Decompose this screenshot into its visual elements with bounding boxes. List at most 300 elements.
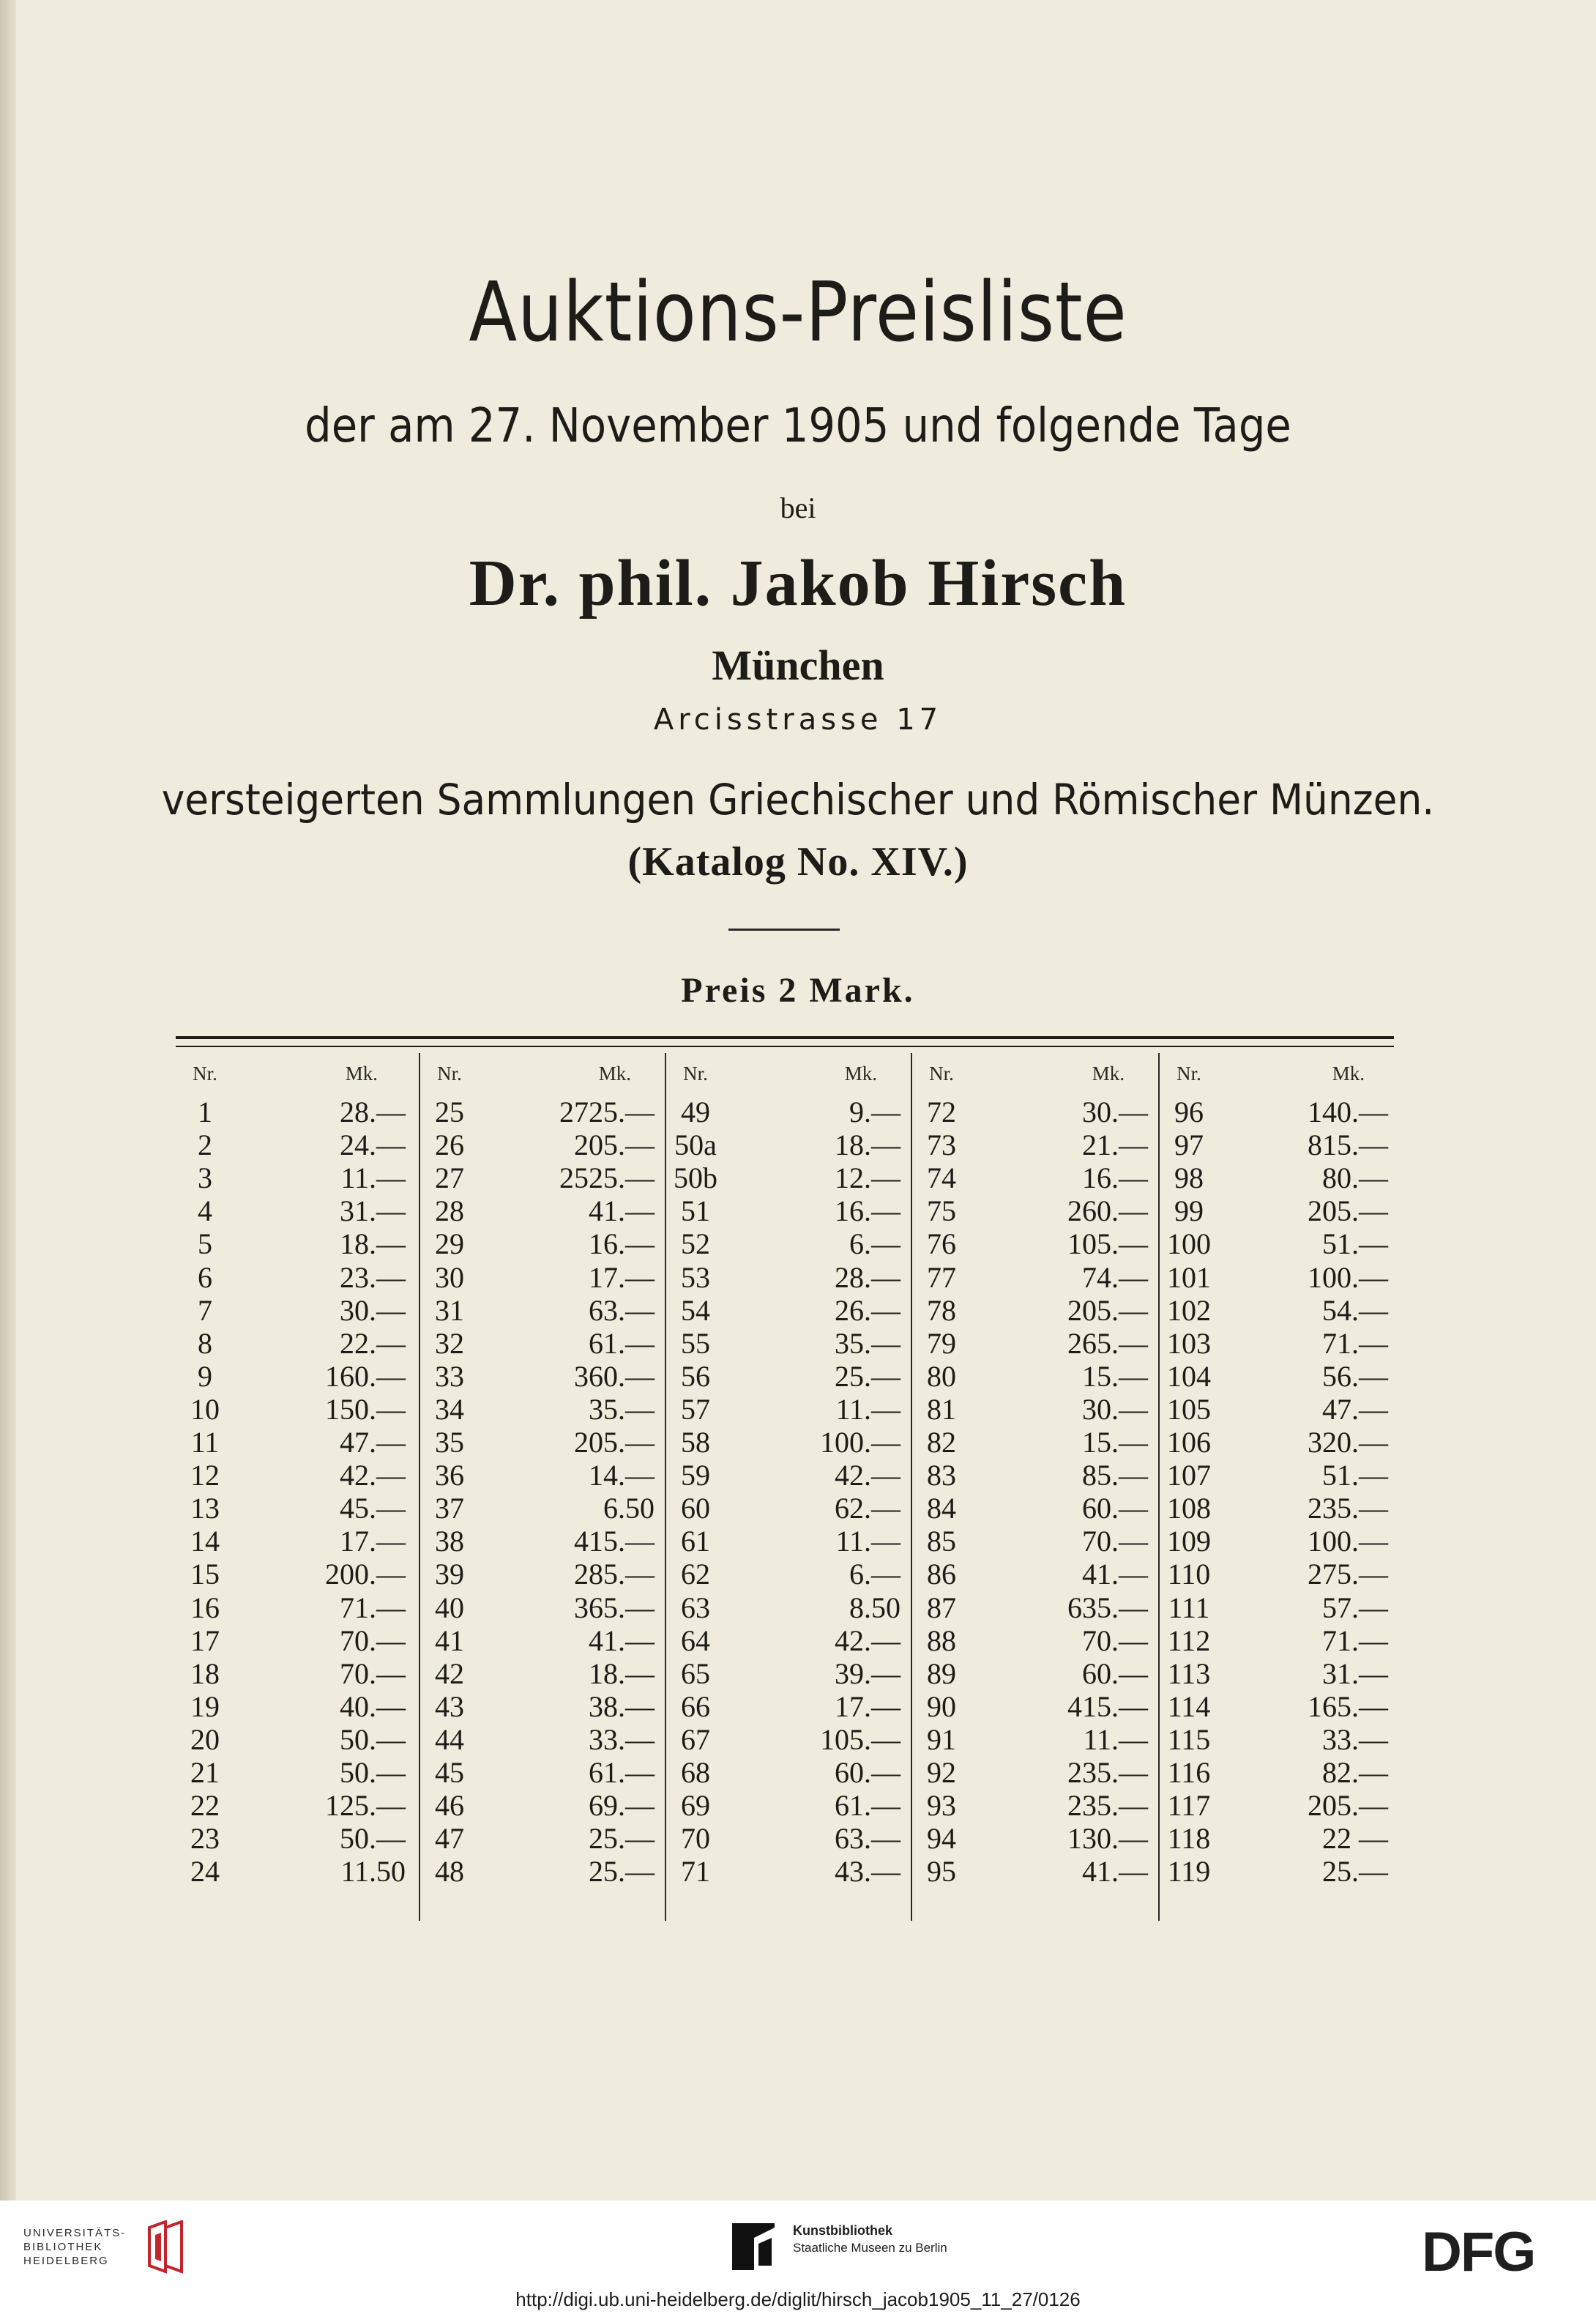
lot-number: 4 [198, 1194, 212, 1228]
table-row [1160, 1095, 1394, 1128]
lot-number: 30 [435, 1260, 464, 1294]
lot-number: 68 [681, 1756, 710, 1789]
table-row [176, 1294, 407, 1327]
table-row [912, 1194, 1154, 1227]
auction-date-line: der am 27. November 1905 und folgende Tage [305, 399, 1291, 453]
lot-price: 205.— [1308, 1194, 1388, 1228]
table-row [912, 1095, 1154, 1128]
table-row [420, 1657, 660, 1690]
lot-price: 41.— [589, 1623, 655, 1657]
lot-number: 7 [198, 1293, 212, 1327]
table-row [420, 1194, 660, 1227]
lot-number: 86 [927, 1558, 956, 1591]
table-row [912, 1789, 1154, 1822]
lot-number: 60 [681, 1492, 710, 1525]
lot-number: 106 [1167, 1426, 1211, 1459]
lot-price: 63.— [589, 1293, 655, 1327]
lot-number: 112 [1167, 1623, 1211, 1657]
lot-price: 100.— [820, 1426, 900, 1459]
lot-price: 25.— [589, 1822, 655, 1856]
lot-price: 100.— [1308, 1260, 1388, 1294]
lot-number: 77 [927, 1260, 956, 1294]
table-row [176, 1789, 407, 1822]
ub-line: BIBLIOTHEK [23, 2241, 103, 2253]
lot-number: 40 [435, 1591, 464, 1624]
lot-number: 23 [190, 1822, 220, 1856]
lot-number: 28 [435, 1194, 464, 1228]
table-row [176, 1459, 407, 1492]
lot-number: 22 [190, 1789, 220, 1823]
table-row [176, 1426, 407, 1459]
lot-price: 9.— [849, 1095, 900, 1128]
lot-number: 31 [435, 1293, 464, 1327]
table-row [666, 1723, 906, 1756]
table-row [912, 1128, 1154, 1161]
lot-price: 85.— [1082, 1459, 1148, 1492]
lot-number: 11 [190, 1426, 220, 1459]
lot-number: 74 [927, 1161, 956, 1195]
lot-price: 11.— [835, 1525, 900, 1558]
lot-price: 28.— [835, 1260, 900, 1294]
lot-number: 58 [681, 1426, 710, 1459]
catalog-number: (Katalog No. XIV.) [627, 839, 969, 885]
table-row [666, 1624, 906, 1657]
lot-number: 76 [927, 1227, 956, 1261]
table-row [666, 1492, 906, 1525]
lot-price: 35.— [835, 1326, 900, 1360]
lot-price: 285.— [574, 1558, 655, 1591]
lot-price: 320.— [1308, 1426, 1388, 1459]
lot-number: 72 [927, 1095, 956, 1128]
table-row [1160, 1227, 1394, 1260]
table-row [1160, 1459, 1394, 1492]
lot-price: 15.— [1082, 1426, 1148, 1459]
table-row [176, 1855, 407, 1888]
lot-price: 11.— [1083, 1722, 1148, 1756]
table-row [912, 1327, 1154, 1360]
lot-number: 34 [435, 1392, 464, 1426]
lot-number: 83 [927, 1459, 956, 1492]
lot-number: 21 [190, 1756, 220, 1789]
lot-number: 18 [190, 1656, 220, 1690]
table-row [1160, 1558, 1394, 1591]
lot-number: 45 [435, 1756, 464, 1789]
lot-price: 150.— [325, 1392, 406, 1426]
lot-price: 18.— [589, 1656, 655, 1690]
lot-price: 42.— [340, 1459, 406, 1492]
lot-price: 360.— [574, 1359, 655, 1393]
table-row [666, 1558, 906, 1591]
lot-price: 2525.— [559, 1161, 655, 1195]
lot-price: 160.— [325, 1359, 406, 1393]
lot-number: 105 [1167, 1392, 1211, 1426]
table-row [1160, 1194, 1394, 1227]
header-nr: Nr. [193, 1063, 217, 1085]
lot-number: 57 [681, 1392, 710, 1426]
table-row [420, 1756, 660, 1789]
lot-number: 9 [198, 1359, 212, 1393]
lot-number: 80 [927, 1359, 956, 1393]
table-row [420, 1525, 660, 1558]
table-row [912, 1558, 1154, 1591]
table-row [912, 1624, 1154, 1657]
lot-price: 18.— [340, 1227, 406, 1261]
lot-number: 69 [681, 1789, 710, 1823]
lot-number: 37 [435, 1492, 464, 1525]
lot-price: 2725.— [559, 1095, 655, 1128]
lot-price: 22.— [340, 1326, 406, 1360]
lot-price: 205.— [574, 1128, 655, 1162]
lot-number: 97 [1174, 1128, 1204, 1162]
lot-number: 35 [435, 1426, 464, 1459]
lot-price: 61.— [589, 1756, 655, 1789]
lot-price: 125.— [325, 1789, 406, 1823]
lot-number: 62 [681, 1558, 710, 1591]
table-row [176, 1492, 407, 1525]
table-row [420, 1492, 660, 1525]
lot-price: 30.— [340, 1293, 406, 1327]
lot-number: 102 [1167, 1293, 1211, 1327]
table-row [666, 1294, 906, 1327]
lot-price: 38.— [589, 1689, 655, 1723]
lot-price: 205.— [1308, 1789, 1388, 1823]
table-row [1160, 1657, 1394, 1690]
table-row [1160, 1360, 1394, 1393]
lot-number: 117 [1167, 1789, 1211, 1823]
header-nr: Nr. [437, 1063, 462, 1085]
lot-price: 60.— [835, 1756, 900, 1789]
lot-price: 54.— [1322, 1293, 1388, 1327]
lot-price: 33.— [589, 1722, 655, 1756]
header-nr: Nr. [683, 1063, 708, 1085]
lot-number: 15 [190, 1558, 220, 1591]
lot-price: 815.— [1308, 1128, 1388, 1162]
lot-number: 20 [190, 1722, 220, 1756]
lot-number: 48 [435, 1855, 464, 1889]
lot-number: 104 [1167, 1359, 1211, 1393]
lot-price: 205.— [1067, 1293, 1148, 1327]
lot-price: 11.— [835, 1392, 900, 1426]
lot-price: 51.— [1322, 1459, 1388, 1492]
table-row [1160, 1723, 1394, 1756]
lot-number: 61 [681, 1525, 710, 1558]
bei-text: bei [780, 491, 816, 524]
lot-number: 38 [435, 1525, 464, 1558]
table-row [1160, 1426, 1394, 1459]
lot-price: 22 — [1322, 1822, 1388, 1856]
table-row [912, 1657, 1154, 1690]
lot-price: 6.— [849, 1227, 900, 1261]
table-row [420, 1128, 660, 1161]
table-row [420, 1855, 660, 1888]
table-row [666, 1822, 906, 1855]
lot-number: 103 [1167, 1326, 1211, 1360]
lot-number: 8 [198, 1326, 212, 1360]
table-row [176, 1690, 407, 1723]
lot-number: 44 [435, 1722, 464, 1756]
lot-number: 49 [681, 1095, 710, 1128]
lot-price: 57.— [1322, 1591, 1388, 1624]
table-row [1160, 1128, 1394, 1161]
lot-number: 64 [681, 1623, 710, 1657]
lot-price: 130.— [1067, 1822, 1148, 1856]
table-row [420, 1095, 660, 1128]
lot-price: 635.— [1067, 1591, 1148, 1624]
lot-number: 14 [190, 1525, 220, 1558]
lot-number: 59 [681, 1459, 710, 1492]
table-row [176, 1624, 407, 1657]
lot-number: 54 [681, 1293, 710, 1327]
lot-price: 74.— [1082, 1260, 1148, 1294]
lot-number: 67 [681, 1722, 710, 1756]
ub-heidelberg-logo-icon [143, 2220, 189, 2276]
table-row [176, 1227, 407, 1260]
lot-number: 24 [190, 1855, 220, 1889]
lot-number: 78 [927, 1293, 956, 1327]
lot-number: 100 [1167, 1227, 1211, 1261]
lot-price: 415.— [574, 1525, 655, 1558]
table-row [912, 1161, 1154, 1194]
table-row [666, 1855, 906, 1888]
dfg-logo: DFG [1422, 2221, 1535, 2283]
lot-price: 11.— [340, 1161, 406, 1195]
table-row [176, 1591, 407, 1624]
table-row [912, 1723, 1154, 1756]
lot-price: 25.— [835, 1359, 900, 1393]
lot-price: 70.— [1082, 1525, 1148, 1558]
table-row [1160, 1261, 1394, 1294]
lot-price: 71.— [1322, 1326, 1388, 1360]
lot-number: 88 [927, 1623, 956, 1657]
lot-number: 113 [1167, 1656, 1211, 1690]
table-row [1160, 1294, 1394, 1327]
lot-price: 17.— [340, 1525, 406, 1558]
lot-price: 62.— [835, 1492, 900, 1525]
table-row [420, 1690, 660, 1723]
table-row [176, 1822, 407, 1855]
lot-number: 36 [435, 1459, 464, 1492]
lot-price: 140.— [1308, 1095, 1388, 1128]
lot-number: 111 [1168, 1591, 1210, 1624]
lot-number: 3 [198, 1161, 212, 1195]
lot-price: 80.— [1322, 1161, 1388, 1195]
lot-number: 63 [681, 1591, 710, 1624]
lot-price: 31.— [1322, 1656, 1388, 1690]
table-row [912, 1756, 1154, 1789]
dealer-street: Arcisstrasse 17 [653, 703, 943, 737]
lot-number: 29 [435, 1227, 464, 1261]
table-row [912, 1459, 1154, 1492]
lot-price: 43.— [835, 1855, 900, 1889]
lot-price: 60.— [1082, 1492, 1148, 1525]
page-title: Auktions-Preisliste [469, 265, 1127, 360]
table-row [420, 1624, 660, 1657]
table-row [176, 1327, 407, 1360]
table-row [1160, 1789, 1394, 1822]
table-row [912, 1426, 1154, 1459]
lot-price: 275.— [1308, 1558, 1388, 1591]
lot-number: 6 [198, 1260, 212, 1294]
table-row [420, 1360, 660, 1393]
lot-price: 11.50 [340, 1855, 406, 1889]
table-row [176, 1360, 407, 1393]
lot-price: 18.— [835, 1128, 900, 1162]
table-row [912, 1360, 1154, 1393]
table-row [1160, 1855, 1394, 1888]
lot-number: 10 [190, 1392, 220, 1426]
table-row [176, 1194, 407, 1227]
table-row [666, 1789, 906, 1822]
table-row [912, 1393, 1154, 1426]
short-divider [728, 929, 840, 931]
table-row [666, 1657, 906, 1690]
lot-number: 84 [927, 1492, 956, 1525]
lot-number: 71 [681, 1855, 710, 1889]
table-row [666, 1161, 906, 1194]
lot-price: 415.— [1067, 1689, 1148, 1723]
lot-number: 43 [435, 1689, 464, 1723]
lot-number: 79 [927, 1326, 956, 1360]
table-row [176, 1558, 407, 1591]
lot-number: 5 [198, 1227, 212, 1261]
header-mk: Mk. [1092, 1063, 1125, 1085]
lot-price: 33.— [1322, 1722, 1388, 1756]
lot-number: 107 [1167, 1459, 1211, 1492]
lot-price: 105.— [1067, 1227, 1148, 1261]
lot-number: 13 [190, 1492, 220, 1525]
lot-number: 75 [927, 1194, 956, 1228]
table-row [912, 1261, 1154, 1294]
table-row [420, 1591, 660, 1624]
lot-number: 19 [190, 1689, 220, 1723]
lot-number: 27 [435, 1161, 464, 1195]
lot-price: 12.— [835, 1161, 900, 1195]
lot-price: 23.— [340, 1260, 406, 1294]
lot-number: 65 [681, 1656, 710, 1690]
lot-price: 71.— [340, 1591, 406, 1624]
table-row [176, 1128, 407, 1161]
lot-price: 47.— [340, 1426, 406, 1459]
table-row [176, 1657, 407, 1690]
table-row [1160, 1393, 1394, 1426]
lot-price: 61.— [835, 1789, 900, 1823]
table-row [666, 1756, 906, 1789]
lot-price: 24.— [340, 1128, 406, 1162]
lot-number: 101 [1167, 1260, 1211, 1294]
lot-number: 1 [198, 1095, 212, 1128]
lot-price: 365.— [574, 1591, 655, 1624]
lot-number: 110 [1167, 1558, 1211, 1591]
table-row [420, 1426, 660, 1459]
table-row [1160, 1624, 1394, 1657]
lot-number: 99 [1174, 1194, 1204, 1228]
binding-edge [0, 0, 16, 2200]
table-row [1160, 1690, 1394, 1723]
table-row [666, 1128, 906, 1161]
lot-number: 50b [674, 1161, 717, 1195]
table-row [1160, 1822, 1394, 1855]
header-mk: Mk. [1332, 1063, 1365, 1085]
table-row [666, 1459, 906, 1492]
lot-number: 51 [681, 1194, 710, 1228]
lot-number: 53 [681, 1260, 710, 1294]
lot-price: 6.— [849, 1558, 900, 1591]
lot-price: 51.— [1322, 1227, 1388, 1261]
lot-price: 82.— [1322, 1756, 1388, 1789]
lot-price: 235.— [1067, 1789, 1148, 1823]
lot-number: 81 [927, 1392, 956, 1426]
lot-number: 94 [927, 1822, 956, 1856]
table-row [420, 1327, 660, 1360]
table-row [666, 1690, 906, 1723]
lot-number: 42 [435, 1656, 464, 1690]
lot-number: 32 [435, 1326, 464, 1360]
ub-line: UNIVERSITÄTS- [23, 2227, 127, 2239]
table-row [176, 1723, 407, 1756]
lot-price: 56.— [1322, 1359, 1388, 1393]
lot-number: 52 [681, 1227, 710, 1261]
table-row [912, 1690, 1154, 1723]
table-row [666, 1525, 906, 1558]
price-note: Preis 2 Mark. [681, 971, 915, 1010]
lot-price: 41.— [589, 1194, 655, 1228]
lot-number: 118 [1167, 1822, 1211, 1856]
lot-price: 200.— [325, 1558, 406, 1591]
header-nr: Nr. [929, 1063, 954, 1085]
table-row [912, 1855, 1154, 1888]
lot-number: 93 [927, 1789, 956, 1823]
table-row [666, 1360, 906, 1393]
lot-price: 71.— [1322, 1623, 1388, 1657]
lot-price: 28.— [340, 1095, 406, 1128]
lot-number: 85 [927, 1525, 956, 1558]
header-mk: Mk. [598, 1063, 631, 1085]
lot-price: 31.— [340, 1194, 406, 1228]
table-row [1160, 1492, 1394, 1525]
source-url: http://digi.ub.uni-heidelberg.de/diglit/hirsch_jacob1905_11_27/0126 [515, 2288, 1081, 2310]
lot-price: 42.— [835, 1459, 900, 1492]
table-row [666, 1095, 906, 1128]
table-row [912, 1822, 1154, 1855]
table-row [666, 1227, 906, 1260]
lot-price: 26.— [835, 1293, 900, 1327]
lot-number: 115 [1167, 1722, 1211, 1756]
table-row [666, 1261, 906, 1294]
table-top-rule-thin [176, 1046, 1394, 1047]
table-row [176, 1161, 407, 1194]
lot-number: 96 [1174, 1095, 1204, 1128]
table-row [1160, 1756, 1394, 1789]
lot-number: 98 [1174, 1161, 1204, 1195]
lot-number: 109 [1167, 1525, 1211, 1558]
lot-price: 41.— [1082, 1855, 1148, 1889]
table-row [420, 1558, 660, 1591]
lot-number: 114 [1167, 1689, 1211, 1723]
lot-number: 12 [190, 1459, 220, 1492]
table-row [420, 1723, 660, 1756]
table-row [912, 1294, 1154, 1327]
lot-price: 47.— [1322, 1392, 1388, 1426]
lot-number: 39 [435, 1558, 464, 1591]
lot-price: 15.— [1082, 1359, 1148, 1393]
table-row [912, 1492, 1154, 1525]
table-row [420, 1227, 660, 1260]
table-row [666, 1327, 906, 1360]
lot-number: 108 [1167, 1492, 1211, 1525]
lot-number: 82 [927, 1426, 956, 1459]
lot-price: 35.— [589, 1392, 655, 1426]
table-row [420, 1161, 660, 1194]
